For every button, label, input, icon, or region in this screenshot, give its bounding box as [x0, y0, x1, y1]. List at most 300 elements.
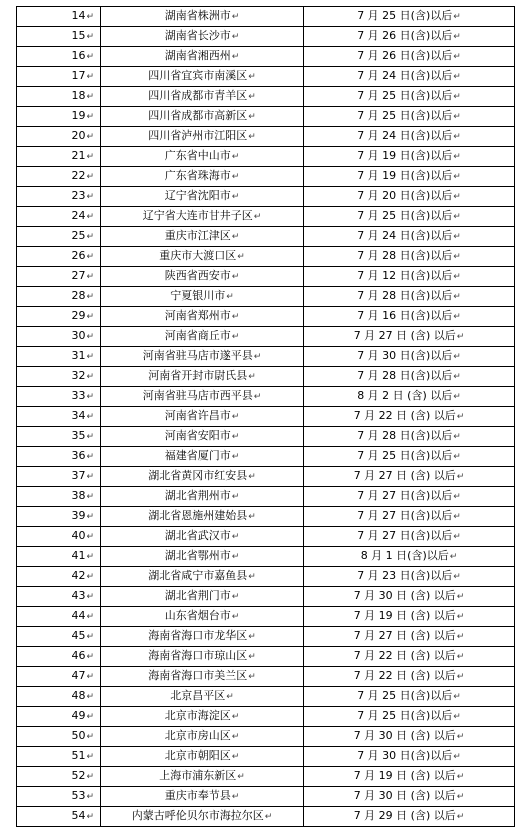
paragraph-mark-icon: ↵ — [456, 332, 465, 342]
place-cell — [101, 267, 304, 287]
table-row — [17, 807, 515, 827]
paragraph-mark-icon: ↵ — [86, 472, 94, 482]
date-cell — [304, 7, 515, 27]
place-cell-text: 辽宁省大连市甘井子区 — [142, 209, 253, 222]
paragraph-mark-icon: ↵ — [237, 252, 245, 262]
paragraph-mark-icon: ↵ — [456, 632, 465, 642]
row-number-cell — [17, 167, 101, 187]
place-cell-text: 广东省中山市 — [164, 149, 231, 162]
paragraph-mark-icon: ↵ — [253, 352, 262, 362]
row-number-cell — [17, 187, 101, 207]
place-cell — [101, 427, 304, 447]
row-number-cell-text: 18 — [71, 89, 86, 102]
date-cell — [304, 687, 515, 707]
place-cell — [101, 727, 304, 747]
place-cell-text: 海南省海口市琼山区 — [148, 649, 248, 662]
row-number-cell — [17, 367, 101, 387]
paragraph-mark-icon: ↵ — [453, 112, 461, 122]
row-number-cell — [17, 527, 101, 547]
row-number-cell — [17, 747, 101, 767]
date-cell-text: 7 月 27 日(含)以后 — [357, 529, 453, 542]
place-cell-text: 湖北省武汉市 — [164, 529, 231, 542]
paragraph-mark-icon: ↵ — [86, 812, 94, 822]
row-number-cell — [17, 427, 101, 447]
paragraph-mark-icon: ↵ — [86, 632, 94, 642]
paragraph-mark-icon: ↵ — [456, 412, 465, 422]
paragraph-mark-icon: ↵ — [453, 12, 461, 22]
place-cell-text: 湖北省荆门市 — [164, 589, 231, 602]
paragraph-mark-icon: ↵ — [86, 232, 94, 242]
row-number-cell — [17, 7, 101, 27]
date-cell — [304, 347, 515, 367]
paragraph-mark-icon: ↵ — [231, 532, 240, 542]
row-number-cell — [17, 707, 101, 727]
paragraph-mark-icon: ↵ — [86, 72, 94, 82]
place-cell — [101, 227, 304, 247]
row-number-cell-text: 16 — [71, 49, 86, 62]
place-cell — [101, 407, 304, 427]
date-cell — [304, 467, 515, 487]
date-cell-text: 7 月 25 日(含)以后 — [357, 709, 453, 722]
place-cell — [101, 107, 304, 127]
row-number-cell-text: 53 — [71, 789, 86, 802]
paragraph-mark-icon: ↵ — [86, 372, 94, 382]
table-row — [17, 387, 515, 407]
paragraph-mark-icon: ↵ — [248, 672, 256, 682]
row-number-cell — [17, 87, 101, 107]
paragraph-mark-icon: ↵ — [231, 312, 240, 322]
row-number-cell-text: 50 — [71, 729, 86, 742]
place-cell-text: 四川省宜宾市南溪区 — [148, 69, 248, 82]
paragraph-mark-icon: ↵ — [86, 552, 94, 562]
date-cell-text: 7 月 22 日 (含) 以后 — [353, 409, 456, 422]
row-number-cell — [17, 487, 101, 507]
table-row — [17, 227, 515, 247]
date-cell-text: 7 月 25 日(含)以后 — [357, 209, 453, 222]
date-cell-text: 7 月 16 日(含)以后 — [357, 309, 453, 322]
paragraph-mark-icon: ↵ — [231, 492, 240, 502]
row-number-cell-text: 44 — [71, 609, 86, 622]
paragraph-mark-icon: ↵ — [231, 732, 240, 742]
paragraph-mark-icon: ↵ — [86, 792, 94, 802]
place-cell — [101, 747, 304, 767]
date-cell — [304, 647, 515, 667]
table-body — [17, 7, 515, 827]
place-cell — [101, 767, 304, 787]
row-number-cell — [17, 407, 101, 427]
table-row — [17, 607, 515, 627]
date-cell — [304, 387, 515, 407]
row-number-cell-text: 23 — [71, 189, 86, 202]
row-number-cell-text: 29 — [71, 309, 86, 322]
row-number-cell-text: 19 — [71, 109, 86, 122]
row-number-cell — [17, 647, 101, 667]
row-number-cell-text: 21 — [71, 149, 86, 162]
place-cell — [101, 67, 304, 87]
date-cell — [304, 187, 515, 207]
place-cell-text: 海南省海口市美兰区 — [148, 669, 248, 682]
paragraph-mark-icon: ↵ — [248, 512, 256, 522]
date-cell — [304, 87, 515, 107]
region-date-table — [16, 6, 515, 827]
paragraph-mark-icon: ↵ — [86, 732, 94, 742]
row-number-cell — [17, 147, 101, 167]
paragraph-mark-icon: ↵ — [231, 332, 240, 342]
table-row — [17, 407, 515, 427]
paragraph-mark-icon: ↵ — [86, 32, 94, 42]
paragraph-mark-icon: ↵ — [253, 212, 262, 222]
row-number-cell — [17, 47, 101, 67]
row-number-cell-text: 15 — [71, 29, 86, 42]
paragraph-mark-icon: ↵ — [86, 352, 94, 362]
place-cell — [101, 187, 304, 207]
row-number-cell — [17, 267, 101, 287]
place-cell-text: 四川省成都市青羊区 — [148, 89, 248, 102]
date-cell — [304, 667, 515, 687]
table-row — [17, 7, 515, 27]
paragraph-mark-icon: ↵ — [86, 172, 94, 182]
paragraph-mark-icon: ↵ — [456, 792, 465, 802]
place-cell-text: 湖南省株洲市 — [164, 9, 231, 22]
date-cell — [304, 607, 515, 627]
place-cell — [101, 487, 304, 507]
paragraph-mark-icon: ↵ — [86, 132, 94, 142]
row-number-cell — [17, 787, 101, 807]
paragraph-mark-icon: ↵ — [231, 452, 240, 462]
place-cell-text: 宁夏银川市 — [170, 289, 226, 302]
row-number-cell-text: 32 — [71, 369, 86, 382]
place-cell — [101, 387, 304, 407]
place-cell-text: 河南省开封市尉氏县 — [148, 369, 248, 382]
row-number-cell — [17, 227, 101, 247]
place-cell — [101, 587, 304, 607]
date-cell — [304, 407, 515, 427]
place-cell-text: 湖北省鄂州市 — [164, 549, 231, 562]
date-cell — [304, 267, 515, 287]
paragraph-mark-icon: ↵ — [453, 72, 461, 82]
date-cell-text: 7 月 19 日(含)以后 — [357, 169, 453, 182]
paragraph-mark-icon: ↵ — [86, 532, 94, 542]
place-cell-text: 湖北省咸宁市嘉鱼县 — [148, 569, 248, 582]
place-cell — [101, 707, 304, 727]
date-cell — [304, 147, 515, 167]
place-cell-text: 湖南省长沙市 — [164, 29, 231, 42]
date-cell-text: 7 月 27 日 (含) 以后 — [353, 629, 456, 642]
table-row — [17, 107, 515, 127]
date-cell — [304, 627, 515, 647]
paragraph-mark-icon: ↵ — [86, 692, 94, 702]
paragraph-mark-icon: ↵ — [86, 772, 94, 782]
paragraph-mark-icon: ↵ — [453, 432, 461, 442]
row-number-cell — [17, 207, 101, 227]
place-cell-text: 四川省泸州市江阳区 — [148, 129, 248, 142]
row-number-cell — [17, 667, 101, 687]
date-cell-text: 7 月 25 日(含)以后 — [357, 9, 453, 22]
paragraph-mark-icon: ↵ — [453, 452, 461, 462]
table-row — [17, 547, 515, 567]
place-cell — [101, 607, 304, 627]
date-cell-text: 7 月 19 日 (含) 以后 — [353, 609, 456, 622]
table-row — [17, 67, 515, 87]
paragraph-mark-icon: ↵ — [453, 252, 461, 262]
paragraph-mark-icon: ↵ — [86, 492, 94, 502]
date-cell-text: 7 月 27 日(含)以后 — [357, 489, 453, 502]
place-cell-text: 河南省驻马店市西平县 — [142, 389, 253, 402]
row-number-cell-text: 43 — [71, 589, 86, 602]
paragraph-mark-icon: ↵ — [86, 92, 94, 102]
date-cell-text: 7 月 27 日 (含) 以后 — [353, 469, 456, 482]
date-cell-text: 7 月 25 日(含)以后 — [357, 109, 453, 122]
date-cell — [304, 447, 515, 467]
paragraph-mark-icon: ↵ — [86, 412, 94, 422]
date-cell-text: 7 月 24 日(含)以后 — [357, 229, 453, 242]
table-row — [17, 487, 515, 507]
paragraph-mark-icon: ↵ — [456, 612, 465, 622]
table-row — [17, 167, 515, 187]
place-cell — [101, 47, 304, 67]
paragraph-mark-icon: ↵ — [231, 172, 240, 182]
paragraph-mark-icon: ↵ — [453, 272, 461, 282]
table-row — [17, 667, 515, 687]
row-number-cell-text: 34 — [71, 409, 86, 422]
place-cell — [101, 527, 304, 547]
row-number-cell — [17, 107, 101, 127]
paragraph-mark-icon: ↵ — [453, 492, 461, 502]
paragraph-mark-icon: ↵ — [453, 532, 461, 542]
date-cell-text: 7 月 24 日(含)以后 — [357, 69, 453, 82]
row-number-cell — [17, 767, 101, 787]
paragraph-mark-icon: ↵ — [86, 252, 94, 262]
row-number-cell-text: 37 — [71, 469, 86, 482]
table-row — [17, 347, 515, 367]
row-number-cell — [17, 287, 101, 307]
row-number-cell — [17, 247, 101, 267]
paragraph-mark-icon: ↵ — [231, 152, 240, 162]
row-number-cell-text: 30 — [71, 329, 86, 342]
date-cell-text: 7 月 28 日(含)以后 — [357, 289, 453, 302]
row-number-cell — [17, 547, 101, 567]
row-number-cell — [17, 347, 101, 367]
table-row — [17, 247, 515, 267]
place-cell-text: 海南省海口市龙华区 — [148, 629, 248, 642]
date-cell — [304, 567, 515, 587]
row-number-cell — [17, 127, 101, 147]
table-row — [17, 467, 515, 487]
date-cell-text: 7 月 28 日(含)以后 — [357, 249, 453, 262]
place-cell — [101, 87, 304, 107]
place-cell — [101, 147, 304, 167]
row-number-cell-text: 17 — [71, 69, 86, 82]
paragraph-mark-icon: ↵ — [86, 392, 94, 402]
row-number-cell — [17, 567, 101, 587]
date-cell — [304, 487, 515, 507]
date-cell-text: 7 月 30 日 (含) 以后 — [353, 729, 456, 742]
place-cell — [101, 27, 304, 47]
row-number-cell — [17, 727, 101, 747]
paragraph-mark-icon: ↵ — [86, 292, 94, 302]
paragraph-mark-icon: ↵ — [248, 372, 256, 382]
paragraph-mark-icon: ↵ — [86, 592, 94, 602]
row-number-cell-text: 14 — [71, 9, 86, 22]
paragraph-mark-icon: ↵ — [231, 552, 240, 562]
place-cell-text: 内蒙古呼伦贝尔市海拉尔区 — [131, 809, 264, 822]
table-row — [17, 627, 515, 647]
place-cell-text: 湖北省荆州市 — [164, 489, 231, 502]
row-number-cell-text: 31 — [71, 349, 86, 362]
table-row — [17, 287, 515, 307]
place-cell — [101, 547, 304, 567]
row-number-cell — [17, 587, 101, 607]
row-number-cell — [17, 387, 101, 407]
place-cell — [101, 667, 304, 687]
paragraph-mark-icon: ↵ — [453, 572, 461, 582]
paragraph-mark-icon: ↵ — [453, 312, 461, 322]
paragraph-mark-icon: ↵ — [264, 812, 273, 822]
date-cell — [304, 287, 515, 307]
table-row — [17, 447, 515, 467]
paragraph-mark-icon: ↵ — [453, 192, 461, 202]
date-cell — [304, 127, 515, 147]
row-number-cell-text: 38 — [71, 489, 86, 502]
table-row — [17, 707, 515, 727]
date-cell-text: 7 月 26 日(含)以后 — [357, 29, 453, 42]
date-cell-text: 7 月 30 日(含)以后 — [357, 749, 453, 762]
date-cell-text: 7 月 24 日(含)以后 — [357, 129, 453, 142]
place-cell-text: 河南省郑州市 — [164, 309, 231, 322]
paragraph-mark-icon: ↵ — [456, 812, 465, 822]
paragraph-mark-icon: ↵ — [231, 592, 240, 602]
table-row — [17, 207, 515, 227]
date-cell-text: 7 月 22 日 (含) 以后 — [353, 649, 456, 662]
table-row — [17, 147, 515, 167]
paragraph-mark-icon: ↵ — [248, 92, 256, 102]
paragraph-mark-icon: ↵ — [86, 112, 94, 122]
date-cell — [304, 327, 515, 347]
date-cell — [304, 247, 515, 267]
place-cell-text: 辽宁省沈阳市 — [164, 189, 231, 202]
date-cell — [304, 227, 515, 247]
date-cell — [304, 427, 515, 447]
paragraph-mark-icon: ↵ — [248, 72, 256, 82]
paragraph-mark-icon: ↵ — [86, 12, 94, 22]
paragraph-mark-icon: ↵ — [453, 692, 461, 702]
place-cell — [101, 327, 304, 347]
table-row — [17, 27, 515, 47]
paragraph-mark-icon: ↵ — [248, 572, 256, 582]
table-row — [17, 567, 515, 587]
paragraph-mark-icon: ↵ — [231, 612, 240, 622]
date-cell-text: 7 月 26 日(含)以后 — [357, 49, 453, 62]
place-cell — [101, 507, 304, 527]
date-cell-text: 8 月 1 日(含)以后 — [360, 549, 449, 562]
date-cell — [304, 787, 515, 807]
paragraph-mark-icon: ↵ — [248, 112, 256, 122]
place-cell — [101, 127, 304, 147]
place-cell-text: 四川省成都市高新区 — [148, 109, 248, 122]
place-cell-text: 北京市海淀区 — [164, 709, 231, 722]
paragraph-mark-icon: ↵ — [456, 732, 465, 742]
place-cell-text: 河南省安阳市 — [164, 429, 231, 442]
paragraph-mark-icon: ↵ — [86, 312, 94, 322]
row-number-cell-text: 36 — [71, 449, 86, 462]
place-cell-text: 陕西省西安市 — [164, 269, 231, 282]
row-number-cell-text: 39 — [71, 509, 86, 522]
paragraph-mark-icon: ↵ — [456, 472, 465, 482]
date-cell — [304, 727, 515, 747]
table-row — [17, 687, 515, 707]
date-cell-text: 7 月 27 日(含)以后 — [357, 509, 453, 522]
place-cell — [101, 347, 304, 367]
paragraph-mark-icon: ↵ — [456, 772, 465, 782]
table-row — [17, 507, 515, 527]
table-row — [17, 367, 515, 387]
place-cell-text: 上海市浦东新区 — [159, 769, 237, 782]
date-cell-text: 7 月 30 日(含)以后 — [357, 349, 453, 362]
date-cell-text: 7 月 25 日(含)以后 — [357, 689, 453, 702]
date-cell — [304, 207, 515, 227]
paragraph-mark-icon: ↵ — [226, 292, 234, 302]
row-number-cell — [17, 507, 101, 527]
table-row — [17, 127, 515, 147]
place-cell-text: 广东省珠海市 — [164, 169, 231, 182]
row-number-cell-text: 40 — [71, 529, 86, 542]
place-cell — [101, 367, 304, 387]
row-number-cell — [17, 327, 101, 347]
row-number-cell — [17, 307, 101, 327]
paragraph-mark-icon: ↵ — [456, 672, 465, 682]
place-cell-text: 重庆市大渡口区 — [159, 249, 237, 262]
row-number-cell-text: 33 — [71, 389, 86, 402]
date-cell — [304, 47, 515, 67]
date-cell-text: 7 月 25 日(含)以后 — [357, 449, 453, 462]
date-cell-text: 7 月 29 日 (含) 以后 — [353, 809, 456, 822]
paragraph-mark-icon: ↵ — [231, 192, 240, 202]
row-number-cell-text: 22 — [71, 169, 86, 182]
paragraph-mark-icon: ↵ — [231, 432, 240, 442]
row-number-cell-text: 48 — [71, 689, 86, 702]
place-cell — [101, 7, 304, 27]
paragraph-mark-icon: ↵ — [86, 712, 94, 722]
place-cell — [101, 787, 304, 807]
place-cell-text: 福建省厦门市 — [164, 449, 231, 462]
date-cell-text: 7 月 28 日(含)以后 — [357, 369, 453, 382]
place-cell — [101, 567, 304, 587]
paragraph-mark-icon: ↵ — [449, 552, 458, 562]
date-cell-text: 7 月 22 日 (含) 以后 — [353, 669, 456, 682]
place-cell-text: 北京市朝阳区 — [164, 749, 231, 762]
date-cell-text: 7 月 30 日 (含) 以后 — [353, 789, 456, 802]
place-cell-text: 重庆市奉节县 — [164, 789, 231, 802]
place-cell — [101, 247, 304, 267]
paragraph-mark-icon: ↵ — [231, 792, 240, 802]
paragraph-mark-icon: ↵ — [86, 672, 94, 682]
paragraph-mark-icon: ↵ — [453, 152, 461, 162]
table-row — [17, 787, 515, 807]
paragraph-mark-icon: ↵ — [86, 192, 94, 202]
paragraph-mark-icon: ↵ — [86, 652, 94, 662]
paragraph-mark-icon: ↵ — [231, 32, 240, 42]
paragraph-mark-icon: ↵ — [86, 512, 94, 522]
place-cell — [101, 447, 304, 467]
paragraph-mark-icon: ↵ — [231, 232, 240, 242]
row-number-cell-text: 27 — [71, 269, 86, 282]
place-cell-text: 山东省烟台市 — [164, 609, 231, 622]
row-number-cell-text: 47 — [71, 669, 86, 682]
date-cell-text: 7 月 20 日(含)以后 — [357, 189, 453, 202]
row-number-cell-text: 20 — [71, 129, 86, 142]
place-cell — [101, 307, 304, 327]
place-cell — [101, 287, 304, 307]
